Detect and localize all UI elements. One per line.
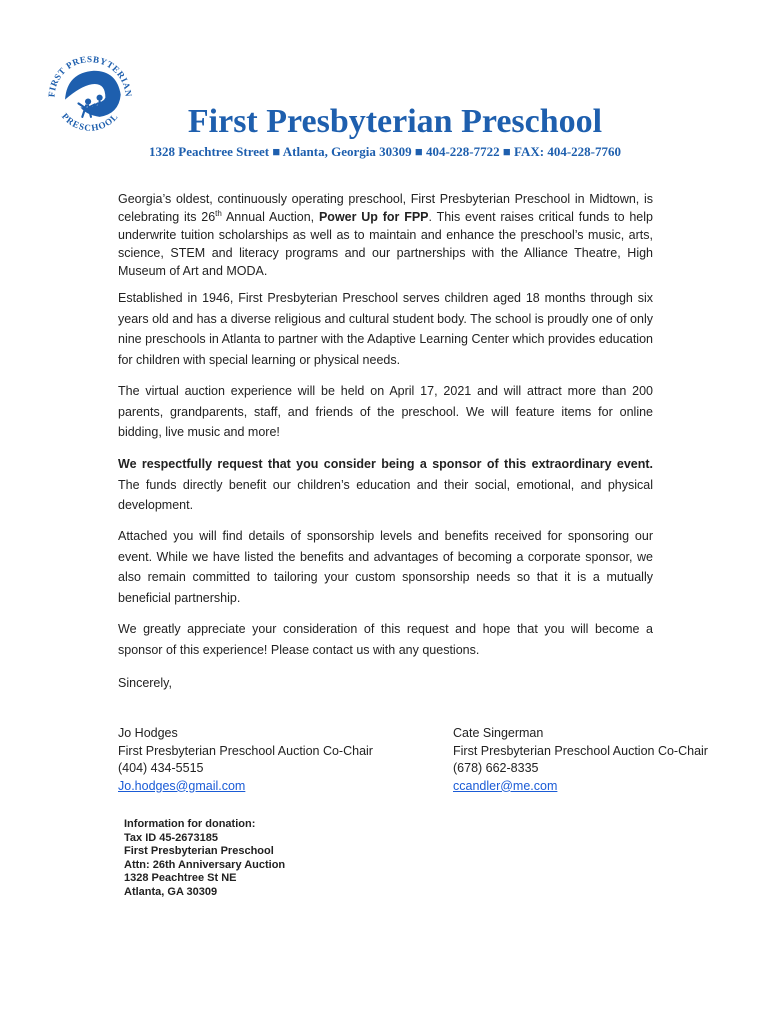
paragraph-sponsorship: Attached you will find details of sponsorship levels and benefits received for sponsoring our event. While we have listed the benefits and advantages of becoming a corporate sponsor, we also remain committed to tailoring your custom sponsorship needs so that it is a mutually beneficial partnership. [118,529,653,605]
email-link[interactable]: Jo.hodges@gmail.com [118,778,246,793]
donation-line: Tax ID 45-2673185 [124,831,218,844]
paragraph-intro: Georgia’s oldest, continuously operating preschool, First Presbyterian Preschool in Midtown, is celebrating its 26th Annual Auction, Power Up for FPP. This event raises critical funds to help underwrite tuition scholarships as well as to maintain and enhance the preschool’s music, arts, science, STEM and literacy programs and our partnerships with the Alliance Theatre, High Museum of Art and MODA. [118,192,653,278]
paragraph-auction: The virtual auction experience will be held on April 17, 2021 and will attract more than 200 parents, grandparents, staff, and friends of the preschool. We will feature items for online bidding, live music and more! [118,384,653,439]
donation-line: Atlanta, GA 30309 [124,885,218,898]
donation-info [124,818,285,900]
signatory-name: Jo Hodges [118,726,178,740]
paragraph-thanks: We greatly appreciate your consideration of this request and hope that you will become a sponsor of this experience! Please contact us with any questions. [118,622,653,657]
signatory-phone: (678) 662-8335 [453,761,539,775]
donation-heading: Information for donation: [124,818,256,830]
paragraph-request: We respectfully request that you consider being a sponsor of this extraordinary event. The funds directly benefit our children’s education and their social, emotional, and physical development. [118,457,653,512]
closing: Sincerely, [118,676,172,690]
signatory-phone: (404) 434-5515 [118,761,204,775]
page-title: First Presbyterian Preschool [187,103,603,140]
signatory-cate-singerman [453,725,708,795]
svg-text:FIRST PRESBYTERIAN: FIRST PRESBYTERIAN [46,54,134,98]
paragraph-history: Established in 1946, First Presbyterian Preschool serves children aged 18 months through six years old and has a diverse religious and cultural student body. The school is proudly one of only nine preschools in Atlanta to partner with the Adaptive Learning Center which provides education for children with special learning or physical needs. [118,291,653,367]
donation-line: 1328 Peachtree St NE [124,872,237,885]
event-name: Power Up for FPP [318,210,429,224]
signatory-role: First Presbyterian Preschool Auction Co-Chair [118,743,373,758]
signatory-name: Cate Singerman [453,726,544,740]
svg-text:PRESCHOOL: PRESCHOOL [59,111,121,133]
email-link[interactable]: ccandler@me.com [453,778,558,793]
donation-line: First Presbyterian Preschool [124,845,274,858]
contact-line: 1328 Peachtree Street ■ Atlanta, Georgia 30309 ■ 404-228-7722 ■ FAX: 404-228-7760 [149,144,621,159]
signatory-jo-hodges [118,725,373,795]
signatory-role: First Presbyterian Preschool Auction Co-Chair [453,743,708,758]
donation-line: Attn: 26th Anniversary Auction [124,858,286,871]
